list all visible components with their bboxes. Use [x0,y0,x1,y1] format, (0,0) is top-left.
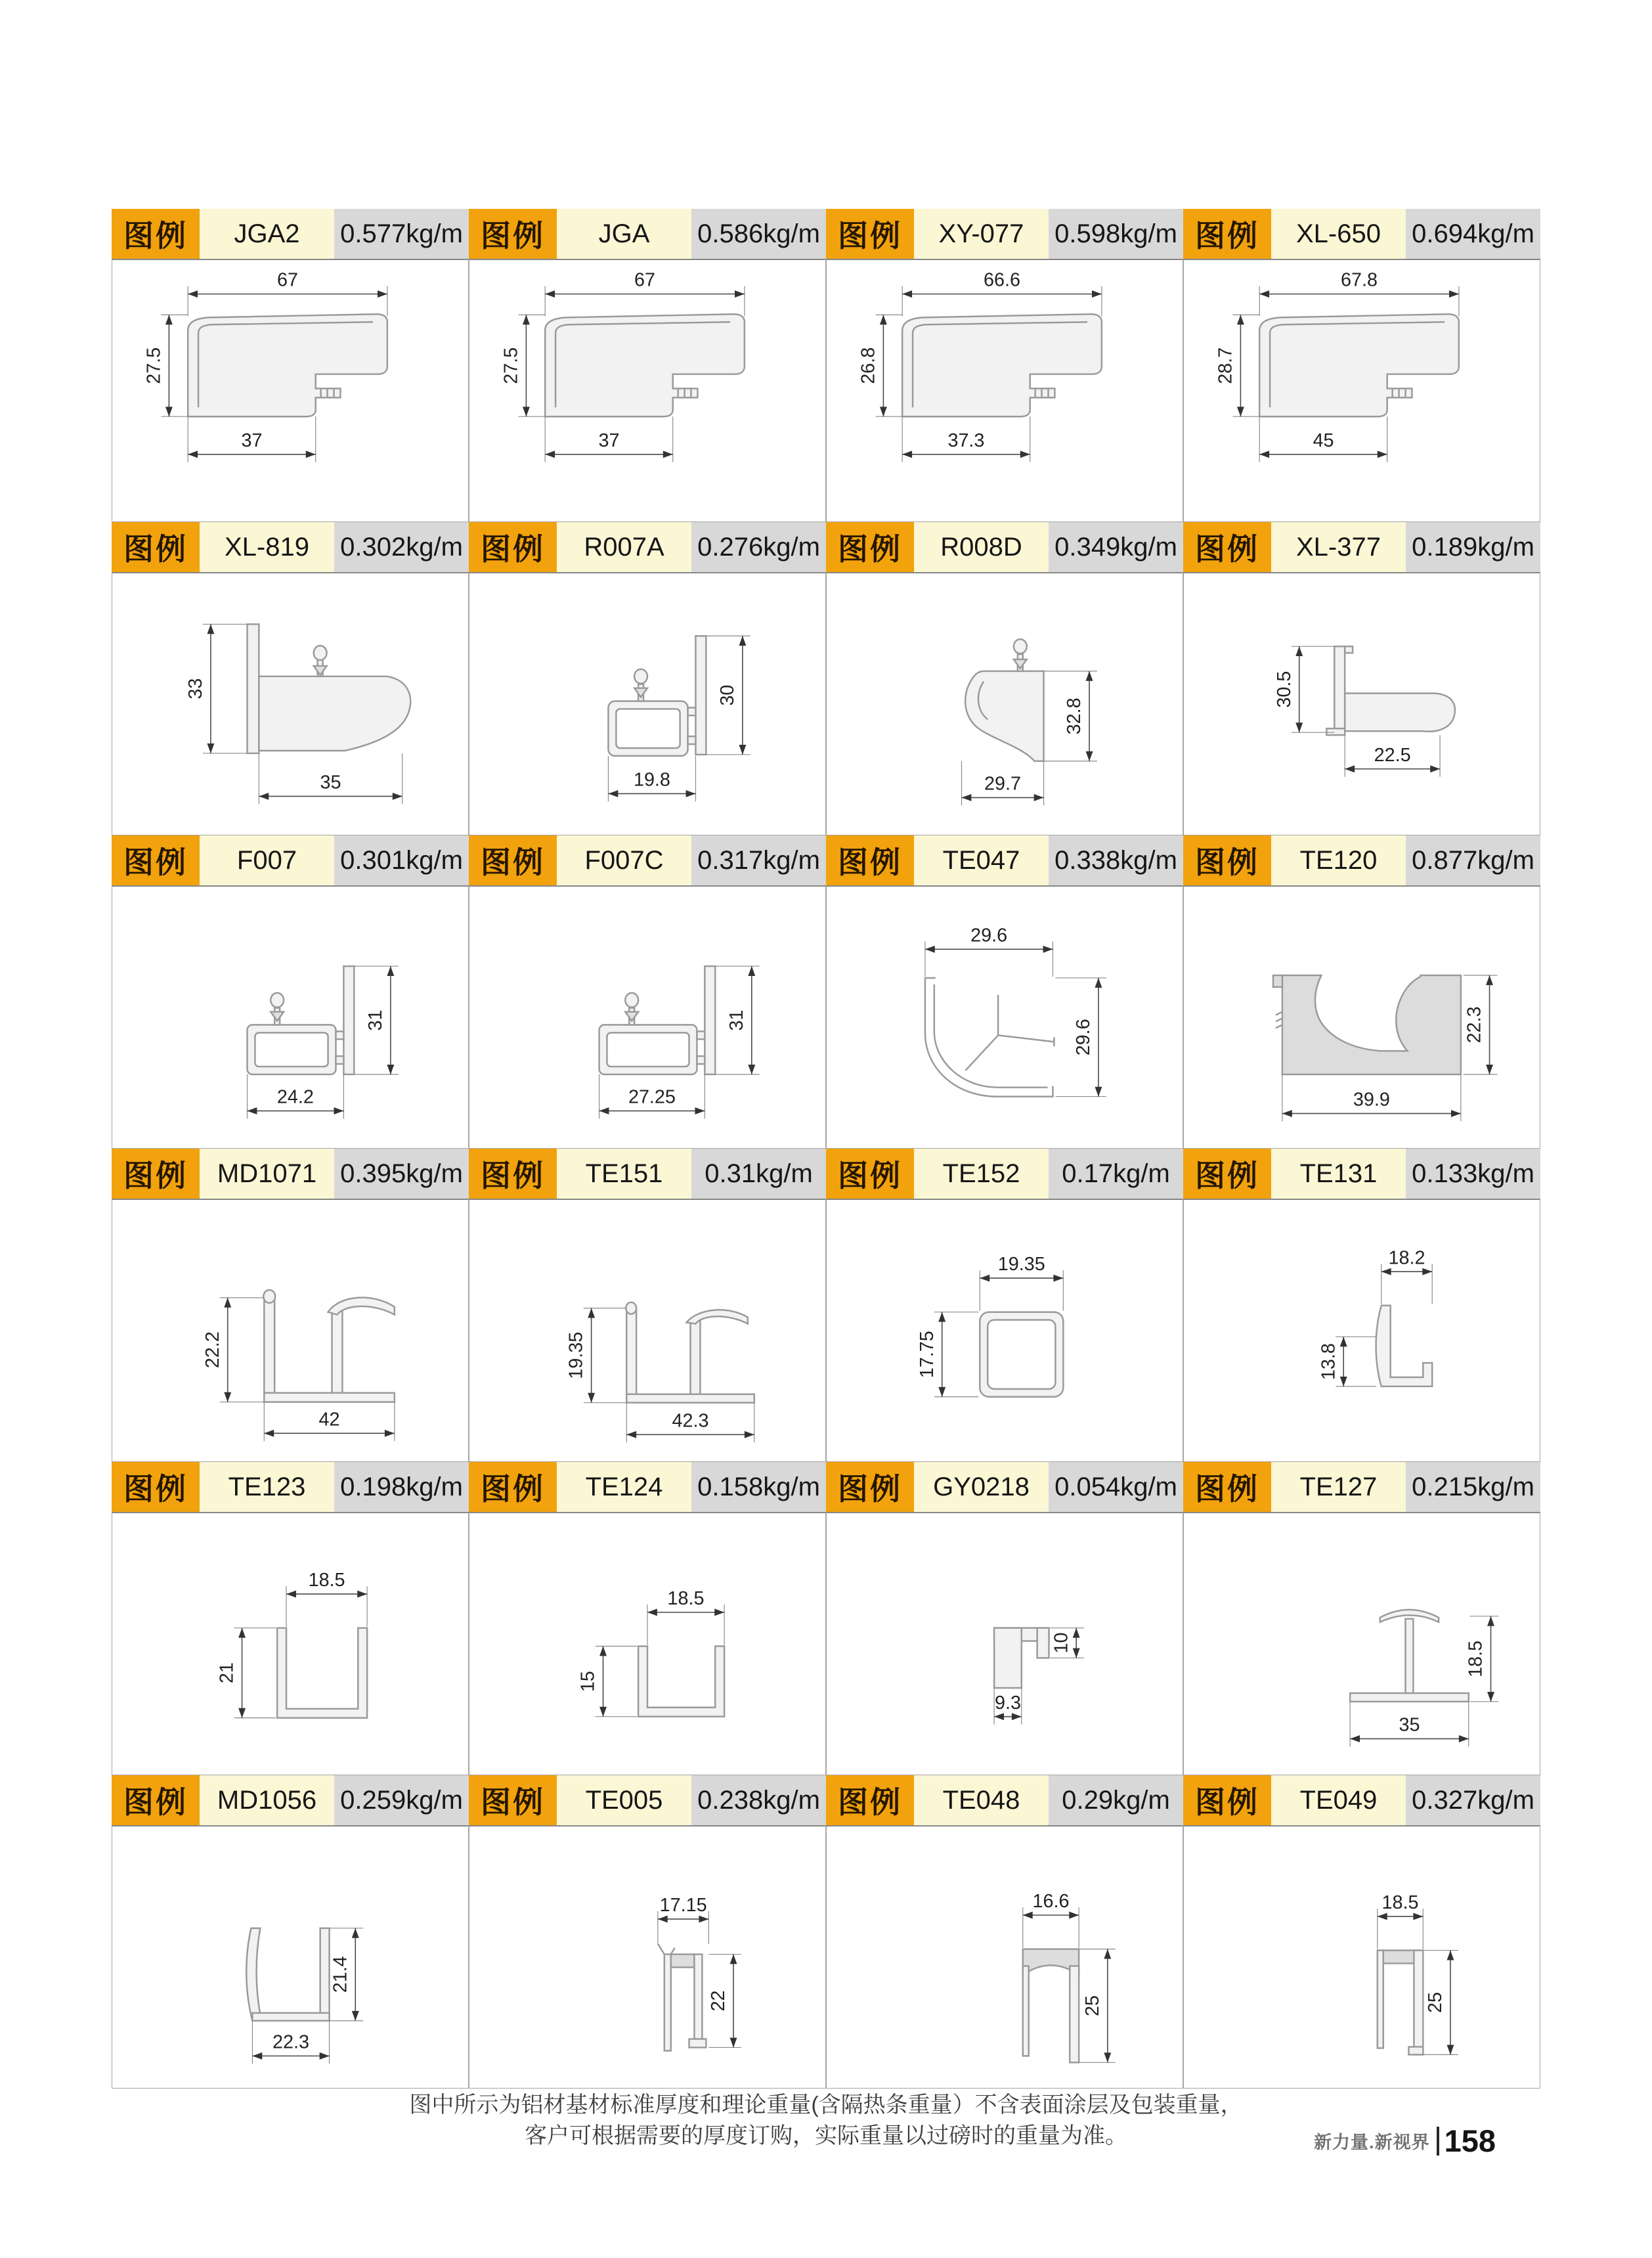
dim-label: 29.6 [1073,1019,1095,1056]
dim-label: 37.3 [947,430,985,451]
profile-drawing [1184,260,1540,521]
weight-value: 0.586kg/m [691,209,826,259]
weight-value: 0.31kg/m [691,1149,826,1199]
legend-badge: 图例 [1183,1462,1271,1512]
profile-cell [826,835,1183,1149]
profile-cell [112,1462,469,1775]
weight-value: 0.215kg/m [1406,1462,1540,1512]
profile-drawing [1184,573,1540,835]
cell-body [112,885,469,1149]
legend-badge: 图例 [469,835,557,885]
cell-header [469,209,826,259]
divider-bar [1437,2127,1439,2156]
dim-label: 30 [717,684,739,706]
cell-body [826,259,1183,522]
dim-label: 45 [1313,430,1334,451]
cell-header [469,522,826,572]
cell-body [469,1199,826,1462]
cell-body [1183,259,1540,522]
dim-label: 31 [726,1009,747,1031]
model-code: TE124 [557,1462,691,1512]
cell-body [826,1825,1183,2089]
dim-label: 37 [241,430,263,451]
dim-label: 13.8 [1318,1343,1339,1381]
cell-body [469,572,826,835]
dim-label: 19.35 [997,1254,1045,1275]
profile-drawing [112,260,468,521]
legend-badge: 图例 [112,1462,200,1512]
dim-label: 22 [708,1990,729,2012]
dim-label: 35 [1399,1714,1420,1736]
profile-drawing [827,260,1183,521]
dim-label: 17.15 [659,1895,707,1916]
model-code: JGA2 [200,209,334,259]
cell-header [112,1775,469,1825]
cell-body [469,1825,826,2089]
profile-cell [1183,1462,1540,1775]
weight-value: 0.338kg/m [1049,835,1183,885]
weight-value: 0.054kg/m [1049,1462,1183,1512]
cell-header [826,522,1183,572]
profile-drawing [827,1826,1183,2088]
dim-label: 33 [185,678,207,699]
profile-cell [1183,1775,1540,2089]
profile-drawing [112,887,468,1148]
profile-drawing [469,887,825,1148]
model-code: TE123 [200,1462,334,1512]
profile-cell [826,1775,1183,2089]
cell-header [1183,522,1540,572]
profile-drawing [469,1826,825,2088]
weight-value: 0.29kg/m [1049,1775,1183,1825]
cell-header [469,835,826,885]
dim-label: 42 [318,1409,340,1430]
profile-drawing [827,887,1183,1148]
legend-badge: 图例 [826,1149,914,1199]
cell-header [1183,209,1540,259]
cell-header [826,835,1183,885]
cell-header [826,209,1183,259]
weight-value: 0.577kg/m [334,209,469,259]
brand-text: 新力量.新视界 [1314,2133,1430,2152]
dim-label: 31 [364,1009,386,1031]
cell-header [826,1149,1183,1199]
weight-value: 0.327kg/m [1406,1775,1540,1825]
cell-body [469,1512,826,1775]
weight-value: 0.302kg/m [334,522,469,572]
profile-drawing [1184,1826,1540,2088]
legend-badge: 图例 [826,522,914,572]
dim-label: 32.8 [1064,697,1085,735]
legend-badge: 图例 [826,835,914,885]
cell-body [826,1512,1183,1775]
cell-header [112,522,469,572]
profile-cell [112,835,469,1149]
dim-label: 19.8 [633,769,670,791]
profile-cell [1183,835,1540,1149]
dim-label: 35 [320,772,341,793]
profile-grid [112,209,1540,2089]
dim-label: 22.5 [1374,744,1411,766]
dim-label: 21 [216,1662,238,1684]
dim-label: 21.4 [330,1956,351,1993]
dim-label: 25 [1081,1995,1103,2016]
dim-label: 29.6 [970,925,1008,946]
cell-body [112,572,469,835]
profile-drawing [469,1513,825,1775]
profile-cell [1183,1149,1540,1462]
weight-value: 0.189kg/m [1406,522,1540,572]
cell-body [1183,1199,1540,1462]
cell-body [1183,572,1540,835]
model-code: F007C [557,835,691,885]
model-code: R007A [557,522,691,572]
dim-label: 18.5 [1381,1892,1419,1914]
dim-label: 22.3 [1464,1006,1485,1044]
profile-drawing [827,573,1183,835]
legend-badge: 图例 [469,209,557,259]
profile-drawing [1184,1200,1540,1461]
profile-cell [469,1462,826,1775]
dim-label: 18.2 [1388,1247,1425,1269]
model-code: F007 [200,835,334,885]
profile-cell [112,1775,469,2089]
model-code: XL-650 [1271,209,1406,259]
dim-label: 9.3 [994,1692,1021,1714]
dim-label: 18.5 [308,1570,345,1591]
dim-label: 28.7 [1215,347,1236,384]
weight-value: 0.198kg/m [334,1462,469,1512]
cell-body [1183,1825,1540,2089]
legend-badge: 图例 [469,522,557,572]
page-number: 158 [1444,2123,1496,2158]
model-code: TE120 [1271,835,1406,885]
cell-body [112,1199,469,1462]
legend-badge: 图例 [469,1775,557,1825]
legend-badge: 图例 [1183,1775,1271,1825]
footer-note-line2: 客户可根据需要的厚度订购，实际重量以过磅时的重量为准。 [525,2123,1127,2148]
cell-body [469,259,826,522]
legend-badge: 图例 [112,1149,200,1199]
cell-header [1183,1775,1540,1825]
legend-badge: 图例 [826,1775,914,1825]
profile-drawing [1184,1513,1540,1775]
model-code: TE048 [914,1775,1049,1825]
weight-value: 0.238kg/m [691,1775,826,1825]
dim-label: 24.2 [276,1086,314,1108]
profile-cell [826,1462,1183,1775]
legend-badge: 图例 [469,1149,557,1199]
dim-label: 22.3 [272,2031,309,2053]
profile-drawing [112,573,468,835]
legend-badge: 图例 [1183,835,1271,885]
cell-body [826,1199,1183,1462]
dim-label: 19.35 [565,1331,587,1379]
profile-drawing [1184,887,1540,1148]
profile-drawing [469,1200,825,1461]
cell-header [826,1775,1183,1825]
model-code: TE151 [557,1149,691,1199]
legend-badge: 图例 [112,209,200,259]
dim-label: 25 [1425,1991,1446,2013]
weight-value: 0.349kg/m [1049,522,1183,572]
profile-drawing [827,1200,1183,1461]
weight-value: 0.17kg/m [1049,1149,1183,1199]
footer-note-line1: 图中所示为铝材基材标准厚度和理论重量(含隔热条重量）不含表面涂层及包装重量， [409,2092,1243,2117]
dim-label: 67 [634,269,656,291]
profile-cell [469,1775,826,2089]
page-footer-brand [1314,2125,1496,2156]
dim-label: 16.6 [1032,1891,1070,1913]
dim-label: 30.5 [1273,671,1295,708]
dim-label: 27.25 [628,1086,676,1108]
weight-value: 0.395kg/m [334,1149,469,1199]
model-code: GY0218 [914,1462,1049,1512]
dim-label: 27.5 [500,347,522,384]
model-code: XY-077 [914,209,1049,259]
cell-header [469,1462,826,1512]
dim-label: 67.8 [1341,269,1378,291]
weight-value: 0.133kg/m [1406,1149,1540,1199]
profile-cell [1183,209,1540,522]
cell-header [112,1149,469,1199]
dim-label: 66.6 [984,269,1021,291]
cell-body [469,885,826,1149]
dim-label: 37 [598,430,620,451]
weight-value: 0.301kg/m [334,835,469,885]
cell-body [1183,885,1540,1149]
legend-badge: 图例 [469,1462,557,1512]
model-code: TE047 [914,835,1049,885]
model-code: JGA [557,209,691,259]
profile-cell [469,1149,826,1462]
legend-badge: 图例 [1183,209,1271,259]
cell-header [112,209,469,259]
dim-label: 27.5 [143,347,165,384]
model-code: MD1071 [200,1149,334,1199]
profile-cell [112,209,469,522]
weight-value: 0.694kg/m [1406,209,1540,259]
dim-label: 15 [577,1671,599,1693]
weight-value: 0.598kg/m [1049,209,1183,259]
cell-header [826,1462,1183,1512]
model-code: R008D [914,522,1049,572]
profile-cell [826,1149,1183,1462]
weight-value: 0.317kg/m [691,835,826,885]
dim-label: 17.75 [916,1331,938,1379]
model-code: TE127 [1271,1462,1406,1512]
profile-drawing [827,1513,1183,1775]
model-code: TE049 [1271,1775,1406,1825]
profile-cell [1183,522,1540,835]
weight-value: 0.877kg/m [1406,835,1540,885]
cell-header [1183,835,1540,885]
cell-header [1183,1462,1540,1512]
dim-label: 67 [277,269,299,291]
cell-header [469,1149,826,1199]
legend-badge: 图例 [112,835,200,885]
cell-header [112,1462,469,1512]
cell-body [112,259,469,522]
dim-label: 26.8 [858,347,879,384]
legend-badge: 图例 [826,1462,914,1512]
cell-header [1183,1149,1540,1199]
dim-label: 29.7 [984,773,1022,795]
profile-cell [826,209,1183,522]
legend-badge: 图例 [112,1775,200,1825]
cell-body [1183,1512,1540,1775]
dim-label: 18.5 [1465,1640,1487,1677]
dim-label: 39.9 [1353,1089,1390,1111]
model-code: XL-377 [1271,522,1406,572]
cell-body [826,572,1183,835]
profile-drawing [112,1826,468,2088]
dim-label: 22.2 [202,1331,223,1369]
profile-cell [469,209,826,522]
profile-cell [469,835,826,1149]
weight-value: 0.276kg/m [691,522,826,572]
legend-badge: 图例 [112,522,200,572]
model-code: TE152 [914,1149,1049,1199]
profile-cell [469,522,826,835]
profile-drawing [112,1513,468,1775]
dim-label: 10 [1051,1632,1072,1654]
profile-drawing [112,1200,468,1461]
profile-cell [112,522,469,835]
profile-drawing [469,260,825,521]
dim-label: 42.3 [672,1410,709,1432]
legend-badge: 图例 [826,209,914,259]
profile-cell [112,1149,469,1462]
cell-body [112,1512,469,1775]
legend-badge: 图例 [1183,522,1271,572]
model-code: TE131 [1271,1149,1406,1199]
cell-body [826,885,1183,1149]
cell-header [112,835,469,885]
profile-drawing [469,573,825,835]
profile-cell [826,522,1183,835]
weight-value: 0.158kg/m [691,1462,826,1512]
cell-body [112,1825,469,2089]
model-code: MD1056 [200,1775,334,1825]
weight-value: 0.259kg/m [334,1775,469,1825]
model-code: TE005 [557,1775,691,1825]
legend-badge: 图例 [1183,1149,1271,1199]
model-code: XL-819 [200,522,334,572]
dim-label: 18.5 [667,1587,705,1609]
cell-header [469,1775,826,1825]
